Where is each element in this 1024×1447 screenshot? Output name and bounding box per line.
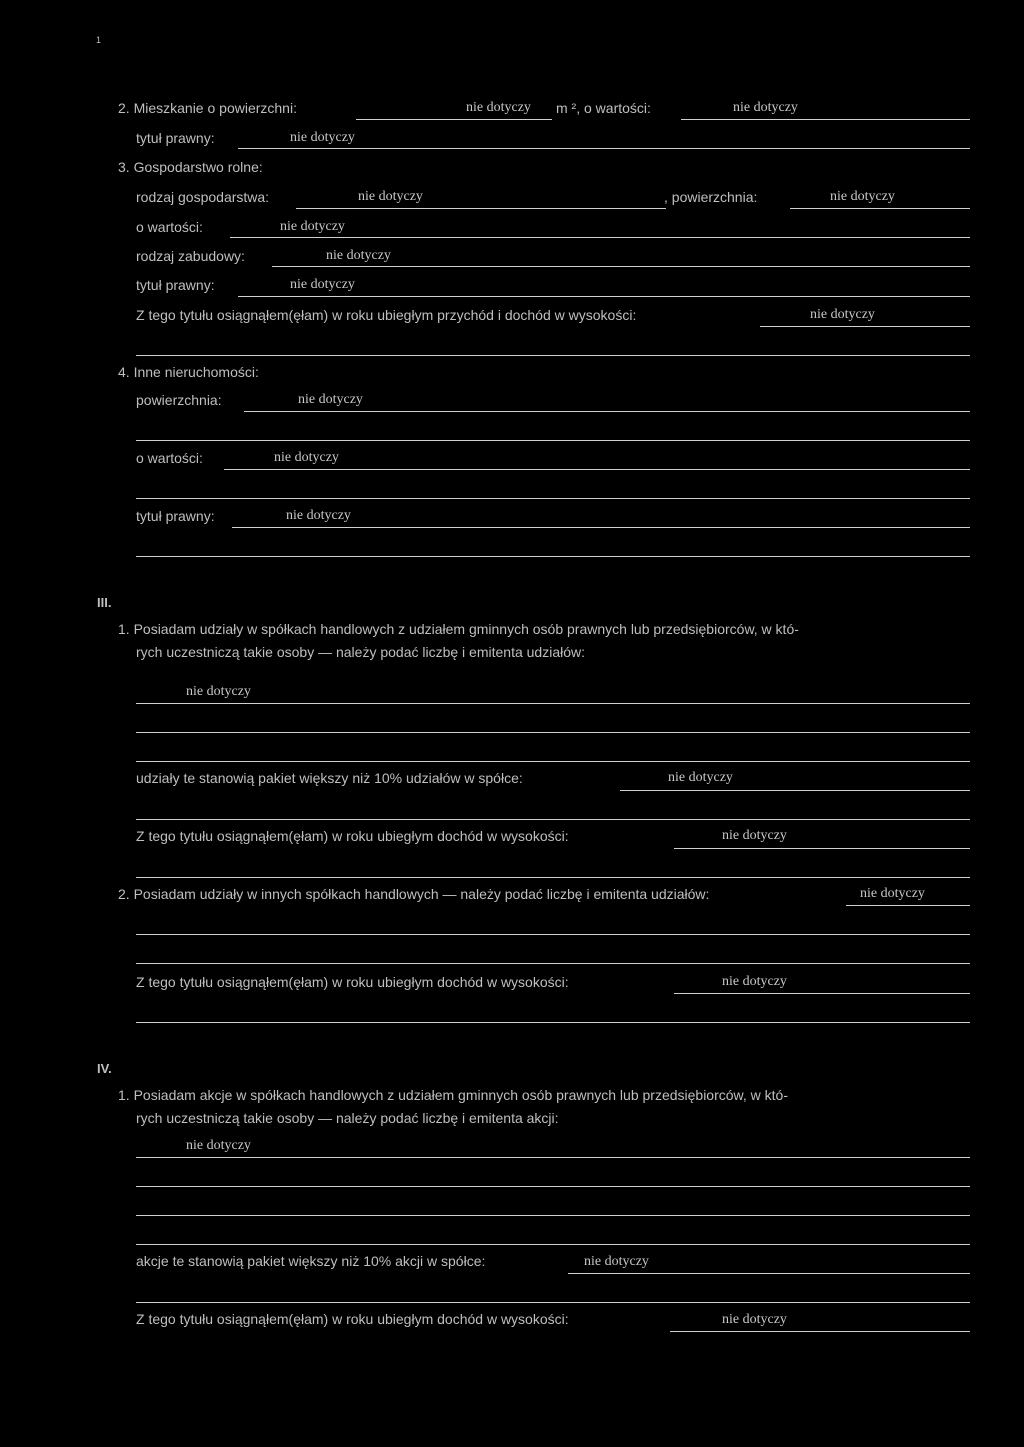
other-area-extra-line[interactable] [136,440,970,441]
shares-income-extra-line[interactable] [136,877,970,878]
other-shares-income-label: Z tego tytułu osiągnąłem(ęłam) w roku ubiegłym dochód w wysokości: [136,974,569,990]
other-title-extra-line[interactable] [136,556,970,557]
farm-type-line [296,208,666,209]
other-shares-line-3[interactable] [136,963,970,964]
other-shares-value[interactable]: nie dotyczy [860,886,925,901]
other-area-value[interactable]: nie dotyczy [298,392,363,407]
shares-value[interactable]: nie dotyczy [186,684,251,699]
other-shares-label: 2. Posiadam udziały w innych spółkach handlowych — należy podać liczbę i emitenta udziałów: [118,886,710,902]
stocks-packet-line [568,1273,970,1274]
other-value-line [224,469,970,470]
other-title-label: tytuł prawny: [136,508,215,524]
farm-value-line [230,237,970,238]
shares-paragraph-line1: 1. Posiadam udziały w spółkach handlowych z udziałem gminnych osób prawnych lub przedsiębiorców, w któ- [118,621,799,637]
stocks-packet-label: akcje te stanowią pakiet większy niż 10% akcji w spółce: [136,1253,486,1269]
stocks-packet-value[interactable]: nie dotyczy [584,1254,649,1269]
apartment-area-value[interactable]: nie dotyczy [466,100,531,115]
farm-title-line [238,296,970,297]
apartment-value[interactable]: nie dotyczy [733,100,798,115]
shares-paragraph-line2: rych uczestniczą takie osoby — należy podać liczbę i emitenta udziałów: [136,644,585,660]
farm-buildings-label: rodzaj zabudowy: [136,248,245,264]
farm-buildings-line [272,266,970,267]
stocks-packet-extra-line[interactable] [136,1302,970,1303]
farm-value[interactable]: nie dotyczy [280,219,345,234]
farm-income-line [760,326,970,327]
stocks-income-label: Z tego tytułu osiągnąłem(ęłam) w roku ubiegłym dochód w wysokości: [136,1311,569,1327]
other-shares-line [846,905,970,906]
other-area-line [244,411,970,412]
shares-packet-value[interactable]: nie dotyczy [668,770,733,785]
shares-line-2[interactable] [136,732,970,733]
farm-area-value[interactable]: nie dotyczy [830,189,895,204]
other-area-label: powierzchnia: [136,392,222,408]
farm-title-value[interactable]: nie dotyczy [290,277,355,292]
farm-value-label: o wartości: [136,219,203,235]
shares-income-value[interactable]: nie dotyczy [722,828,787,843]
farm-income-extra-line[interactable] [136,355,970,356]
shares-packet-extra-line[interactable] [136,819,970,820]
other-shares-income-value[interactable]: nie dotyczy [722,974,787,989]
apartment-title-label: tytuł prawny: [136,130,215,146]
farm-label: 3. Gospodarstwo rolne: [118,159,263,175]
farm-area-label: , powierzchnia: [664,189,758,205]
apartment-title-value[interactable]: nie dotyczy [290,130,355,145]
other-value-extra-line[interactable] [136,498,970,499]
apartment-label: 2. Mieszkanie o powierzchni: [118,100,297,116]
stocks-line-2[interactable] [136,1186,970,1187]
stocks-value[interactable]: nie dotyczy [186,1138,251,1153]
stocks-paragraph-line1: 1. Posiadam akcje w spółkach handlowych z udziałem gminnych osób prawnych lub przedsiębiorców, w któ- [118,1087,788,1103]
apartment-area-line [356,119,552,120]
stocks-income-line [670,1331,970,1332]
farm-title-label: tytuł prawny: [136,277,215,293]
shares-packet-line [620,790,970,791]
farm-type-value[interactable]: nie dotyczy [358,189,423,204]
other-title-line [232,527,970,528]
shares-income-label: Z tego tytułu osiągnąłem(ęłam) w roku ubiegłym dochód w wysokości: [136,828,569,844]
section-iv-heading: IV. [97,1061,112,1076]
farm-area-line [790,208,970,209]
shares-line-1 [136,703,970,704]
other-value-label: o wartości: [136,450,203,466]
farm-buildings-value[interactable]: nie dotyczy [326,248,391,263]
other-property-label: 4. Inne nieruchomości: [118,364,259,380]
other-shares-income-line [674,993,970,994]
stocks-paragraph-line2: rych uczestniczą takie osoby — należy podać liczbę i emitenta akcji: [136,1110,559,1126]
other-value[interactable]: nie dotyczy [274,450,339,465]
stocks-income-value[interactable]: nie dotyczy [722,1312,787,1327]
stocks-line-1 [136,1157,970,1158]
shares-income-line [674,848,970,849]
stocks-line-4[interactable] [136,1244,970,1245]
other-shares-income-extra-line[interactable] [136,1022,970,1023]
farm-income-label: Z tego tytułu osiągnąłem(ęłam) w roku ubiegłym przychód i dochód w wysokości: [136,307,637,323]
apartment-title-line [238,148,970,149]
shares-packet-label: udziały te stanowią pakiet większy niż 10% udziałów w spółce: [136,770,523,786]
farm-income-value[interactable]: nie dotyczy [810,307,875,322]
section-iii-heading: III. [97,595,112,610]
farm-type-label: rodzaj gospodarstwa: [136,189,270,205]
other-shares-line-2[interactable] [136,934,970,935]
stocks-line-3[interactable] [136,1215,970,1216]
apartment-value-line [681,119,970,120]
shares-line-3[interactable] [136,761,970,762]
corner-mark: 1 [96,35,102,45]
other-title-value[interactable]: nie dotyczy [286,508,351,523]
apartment-unit-label: m ², o wartości: [556,100,651,116]
